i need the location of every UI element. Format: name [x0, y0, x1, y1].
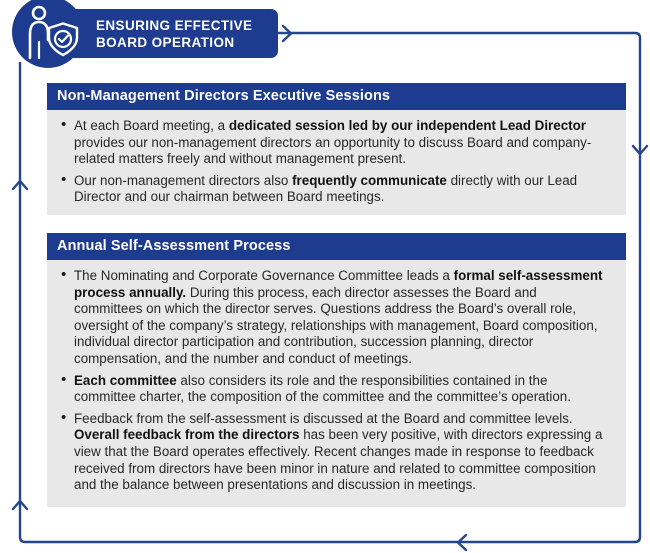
header-title-line1: ENSURING EFFECTIVE [96, 17, 253, 33]
section-title: Annual Self-Assessment Process [47, 233, 626, 260]
bullet-item: • Each committee also considers its role and the responsibilities contained in the committee charter, the composition of the committee and the committee’s operation. [59, 373, 604, 406]
section-body [47, 260, 626, 507]
section-body [47, 110, 626, 215]
bullet-item: • Our non-management directors also frequently communicate directly with our Lead Director and our chairman between Board meetings. [59, 173, 604, 206]
person-shield-check-icon [12, 0, 84, 68]
header-title-pill [62, 9, 278, 58]
bullet-item: • At each Board meeting, a dedicated session led by our independent Lead Director provides our non-management directors an opportunity to discuss Board and company-related matters freely and without management present. [59, 118, 604, 168]
header-title-line2: BOARD OPERATION [96, 34, 235, 50]
bullet-list [47, 110, 626, 206]
section-title: Non-Management Directors Executive Sessions [47, 83, 626, 110]
bullet-list [47, 260, 626, 494]
badge-circle [12, 0, 84, 68]
section-executive-sessions [47, 83, 626, 215]
section-self-assessment [47, 233, 626, 507]
bullet-item: • Feedback from the self-assessment is discussed at the Board and committee levels. Overall feedback from the directors has been very positive, with directors expressing a view that the Board operates effectively. Recent changes made in response to feedback received from directors have been minor in nature and related to committee composition and the balance between presentations and discussion in meetings. [59, 411, 604, 494]
bullet-item: • The Nominating and Corporate Governance Committee leads a formal self-assessment process annually. During this process, each director assesses the Board and committees on which the director serves. Questions address the Board’s overall role, oversight of the company’s strategy, relationships with management, Board composition, individual director participation and contribution, succession planning, director compensation, and the number and conduct of meetings. [59, 268, 604, 368]
